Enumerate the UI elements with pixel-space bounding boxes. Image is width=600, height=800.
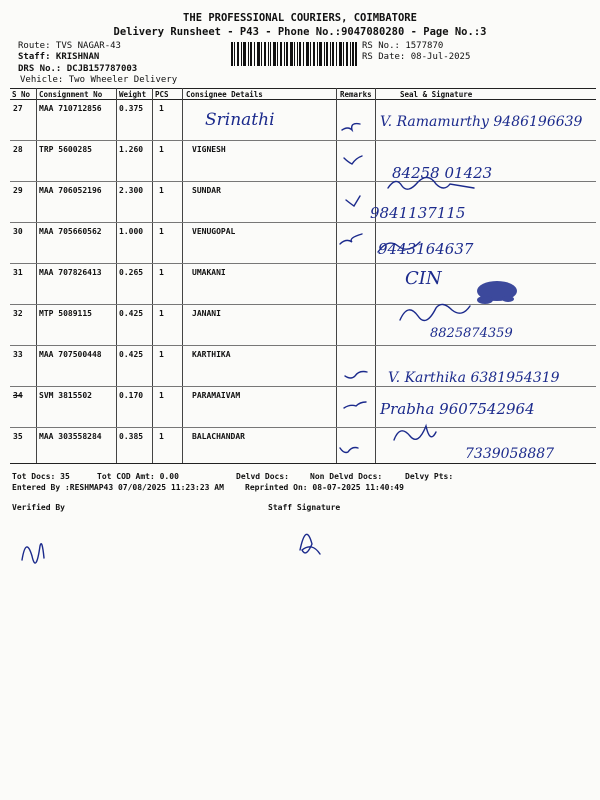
- row-separator: [10, 181, 596, 182]
- row-weight: 0.425: [119, 309, 144, 318]
- handwritten-signature: 84258 01423: [392, 164, 493, 182]
- row-sno: 31: [13, 268, 23, 277]
- col-divider-3: [152, 88, 153, 463]
- total-cod-amount: Tot COD Amt: 0.00: [97, 472, 179, 481]
- row-pcs: 1: [159, 227, 164, 236]
- verified-by-label: Verified By: [12, 503, 65, 512]
- row-consignment: TRP 5600285: [39, 145, 92, 154]
- row-separator: [10, 222, 596, 223]
- row-consignment: MAA 707500448: [39, 350, 102, 359]
- row-sno: 27: [13, 104, 23, 113]
- row-separator: [10, 427, 596, 428]
- handwritten-signature: V. Ramamurthy 9486196639: [380, 114, 583, 130]
- handwritten-signature: 8825874359: [430, 326, 513, 341]
- table-top-border: [10, 88, 596, 89]
- row-weight: 0.385: [119, 432, 144, 441]
- drs-label: DRS No.: DCJB157787003: [18, 64, 138, 74]
- row-sno: 32: [13, 309, 23, 318]
- row-pcs: 1: [159, 186, 164, 195]
- non-delivered-docs: Non Delvd Docs:: [310, 472, 383, 481]
- col-divider-6: [375, 88, 376, 463]
- row-consignment: MAA 303558284: [39, 432, 102, 441]
- route-label: Route: TVS NAGAR-43: [18, 41, 121, 51]
- row-sno: 33: [13, 350, 23, 359]
- row-consignment: MAA 710712856: [39, 104, 102, 113]
- staff-label: Staff: KRISHNAN: [18, 52, 100, 62]
- delivered-docs: Delvd Docs:: [236, 472, 289, 481]
- col-divider-5: [336, 88, 337, 463]
- row-consignee: JANANI: [192, 309, 221, 318]
- row-weight: 1.260: [119, 145, 144, 154]
- row-consignee: KARTHIKA: [192, 350, 231, 359]
- runsheet-subtitle: Delivery Runsheet - P43 - Phone No.:9047080280 - Page No.:3: [113, 26, 487, 38]
- handwritten-signature: V. Karthika 6381954319: [388, 370, 560, 386]
- col-divider-4: [182, 88, 183, 463]
- row-consignee: VENUGOPAL: [192, 227, 236, 236]
- row-weight: 0.170: [119, 391, 144, 400]
- handwritten-signature: 7339058887: [465, 446, 555, 462]
- table-header-border: [10, 99, 596, 100]
- row-weight: 0.265: [119, 268, 144, 277]
- row-consignee: VIGNESH: [192, 145, 226, 154]
- row-consignee: PARAMAIVAM: [192, 391, 241, 400]
- row-consignment: MAA 707826413: [39, 268, 102, 277]
- col-header-weight: Weight: [119, 90, 147, 99]
- row-pcs: 1: [159, 268, 164, 277]
- barcode: [231, 42, 357, 66]
- row-pcs: 1: [159, 145, 164, 154]
- table-bottom-border: [10, 463, 596, 464]
- col-header-seal: Seal & Signature: [400, 90, 473, 99]
- row-pcs: 1: [159, 432, 164, 441]
- row-pcs: 1: [159, 350, 164, 359]
- row-weight: 0.375: [119, 104, 144, 113]
- rs-number: RS No.: 1577870: [362, 41, 444, 51]
- col-header-pcs: PCS: [155, 90, 169, 99]
- row-consignment: MAA 705660562: [39, 227, 102, 236]
- row-weight: 0.425: [119, 350, 144, 359]
- col-divider-2: [116, 88, 117, 463]
- row-sno: 28: [13, 145, 23, 154]
- col-header-consignment: Consignment No: [39, 90, 103, 99]
- handwritten-signature: 9841137115: [370, 204, 466, 222]
- company-title: THE PROFESSIONAL COURIERS, COIMBATORE: [183, 12, 417, 24]
- col-header-remarks: Remarks: [340, 90, 372, 99]
- col-header-sno: S No: [12, 90, 31, 99]
- row-pcs: 1: [159, 104, 164, 113]
- total-docs: Tot Docs: 35: [12, 472, 70, 481]
- col-divider-1: [36, 88, 37, 463]
- staff-signature-label: Staff Signature: [268, 503, 341, 512]
- row-separator: [10, 386, 596, 387]
- col-header-consignee: Consignee Details: [186, 90, 263, 99]
- row-sno: 29: [13, 186, 23, 195]
- rs-date: RS Date: 08-Jul-2025: [362, 52, 471, 62]
- handwritten-signature: CIN: [405, 268, 442, 289]
- row-pcs: 1: [159, 309, 164, 318]
- handwritten-signature: Prabha 9607542964: [380, 400, 535, 418]
- delivery-points: Delvy Pts:: [405, 472, 454, 481]
- row-weight: 2.300: [119, 186, 144, 195]
- handwritten-consignee: Srinathi: [205, 110, 275, 130]
- row-pcs: 1: [159, 391, 164, 400]
- row-consignee: SUNDAR: [192, 186, 221, 195]
- vehicle-label: Vehicle: Two Wheeler Delivery: [20, 75, 178, 85]
- row-consignee: UMAKANI: [192, 268, 226, 277]
- reprinted-on: Reprinted On: 08-07-2025 11:40:49: [245, 483, 404, 492]
- row-separator: [10, 304, 596, 305]
- row-separator: [10, 345, 596, 346]
- row-consignment: MAA 706052196: [39, 186, 102, 195]
- row-sno: 30: [13, 227, 23, 236]
- row-consignee: BALACHANDAR: [192, 432, 245, 441]
- row-sno: 34: [13, 391, 23, 400]
- row-consignment: MTP 5089115: [39, 309, 92, 318]
- row-weight: 1.000: [119, 227, 144, 236]
- handwritten-signature: 9443164637: [378, 240, 474, 258]
- row-separator: [10, 263, 596, 264]
- row-consignment: SVM 3815502: [39, 391, 92, 400]
- row-sno: 35: [13, 432, 23, 441]
- entered-by: Entered By :RESHMAP43 07/08/2025 11:23:23 AM: [12, 483, 224, 492]
- row-separator: [10, 140, 596, 141]
